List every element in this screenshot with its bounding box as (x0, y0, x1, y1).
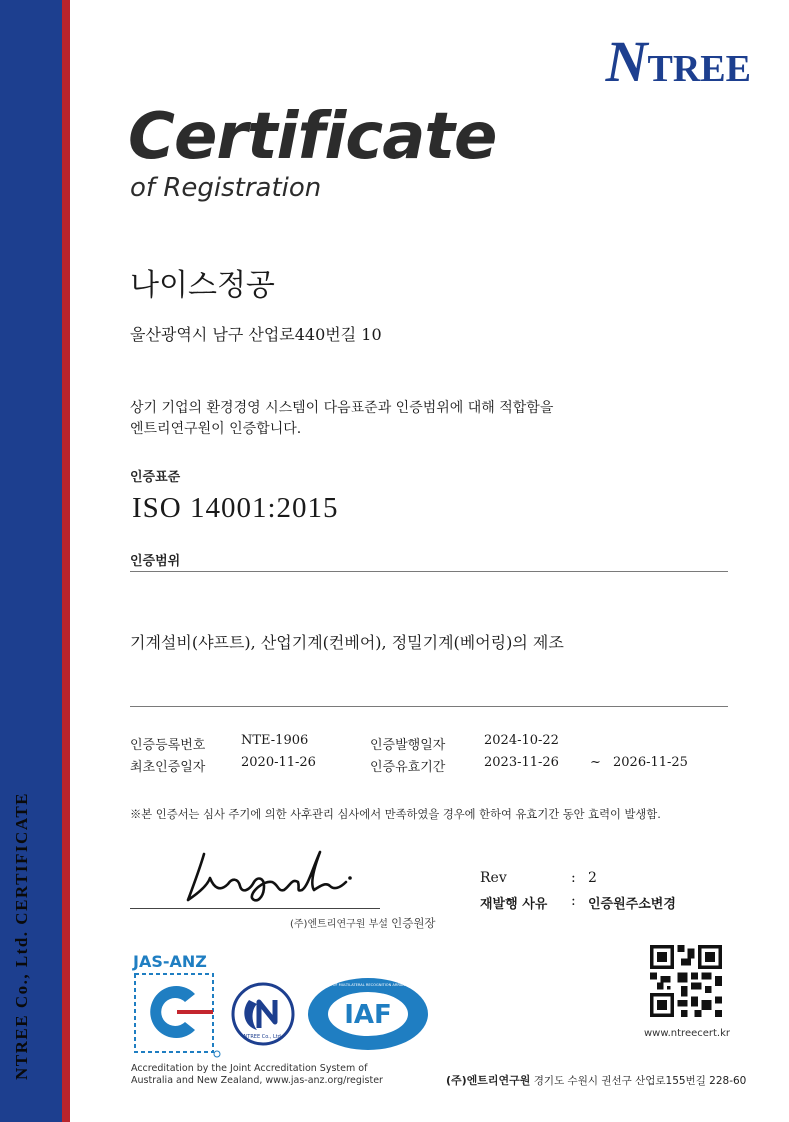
signature-caption-title: 인증원장 (391, 916, 436, 930)
validity-label: 인증유효기간 (370, 760, 446, 775)
reg-no-label: 인증등록번호 (130, 738, 206, 753)
issuer-name: (주)엔트리연구원 (446, 1074, 531, 1087)
certification-statement (130, 398, 670, 440)
company-address: 울산광역시 남구 산업로440번길 10 (130, 325, 382, 344)
reissue-colon: : (571, 893, 576, 909)
director-signature (180, 848, 370, 906)
issue-date-label: 인증발행일자 (370, 738, 446, 753)
iaf-logo-icon (306, 976, 430, 1052)
scope-label: 인증범위 (130, 554, 181, 569)
issuer-address: 경기도 수원시 권선구 산업로155번길 228-60 (533, 1075, 747, 1087)
logo-rest: TREE (647, 48, 751, 90)
validity-notice: ※본 인증서는 심사 주기에 의한 사후관리 심사에서 만족하였을 경우에 한하여 유효기간 동안 효력이 발생함. (130, 808, 661, 821)
ntree-seal-text: NTREE Co., Ltd. (243, 1034, 283, 1040)
accreditation-text-line-2: Australia and New Zealand, www.jas-anz.org/register (131, 1075, 383, 1086)
reissue-reason-value: 인증원주소변경 (588, 897, 676, 912)
validity-tilde: ~ (590, 755, 601, 770)
cert-verification-url[interactable]: www.ntreecert.kr (644, 1028, 731, 1039)
company-name: 나이스정공 (130, 268, 275, 303)
statement-line-1: 상기 기업의 환경경영 시스템이 다음표준과 인증범위에 대해 적합함을 (130, 400, 554, 416)
statement-line-2: 엔트리연구원이 인증합니다. (130, 421, 302, 437)
standard-label: 인증표준 (130, 470, 181, 485)
iaf-text: IAF (344, 1000, 392, 1030)
signature-line (130, 908, 380, 909)
first-cert-label: 최초인증일자 (130, 760, 206, 775)
sidebar-vertical-text: NTREE Co., Ltd. CERTIFICATE (12, 791, 31, 1080)
signature-caption (290, 915, 436, 931)
scope-divider-bottom (130, 706, 728, 707)
signature-caption-small: (주)엔트리연구원 부설 (290, 919, 388, 930)
scope-divider-top (130, 571, 728, 572)
rev-value: 2 (588, 870, 597, 886)
certificate-title: Certificate (128, 100, 497, 174)
scope-value: 기계설비(샤프트), 산업기계(컨베어), 정밀기계(베어링)의 제조 (130, 633, 564, 652)
issue-date-value: 2024-10-22 (484, 733, 559, 748)
iaf-ring-text: MEMBER OF MULTILATERAL RECOGNITION ARRANGEMENT (315, 983, 421, 987)
accreditation-text-line-1: Accreditation by the Joint Accreditation System of (131, 1063, 368, 1074)
logo-initial: N (605, 29, 648, 94)
valid-to-value: 2026-11-25 (613, 755, 688, 770)
rev-colon: : (571, 870, 576, 886)
certificate-subtitle: of Registration (130, 173, 322, 203)
jas-anz-mark-icon (133, 972, 223, 1060)
valid-from-value: 2023-11-26 (484, 755, 559, 770)
sidebar-red-stripe (62, 0, 70, 1122)
standard-value: ISO 14001:2015 (132, 492, 339, 524)
ntree-seal-icon (231, 982, 295, 1046)
jas-anz-title: JAS-ANZ (133, 952, 207, 971)
accreditation-text (131, 1063, 411, 1087)
rev-label: Rev (480, 870, 507, 886)
ntree-logo (606, 28, 751, 95)
issuer-footer (446, 1072, 746, 1088)
reissue-reason-label: 재발행 사유 (480, 897, 548, 912)
reg-no-value: NTE-1906 (241, 733, 309, 748)
first-cert-value: 2020-11-26 (241, 755, 316, 770)
qr-code-icon[interactable] (650, 945, 722, 1017)
